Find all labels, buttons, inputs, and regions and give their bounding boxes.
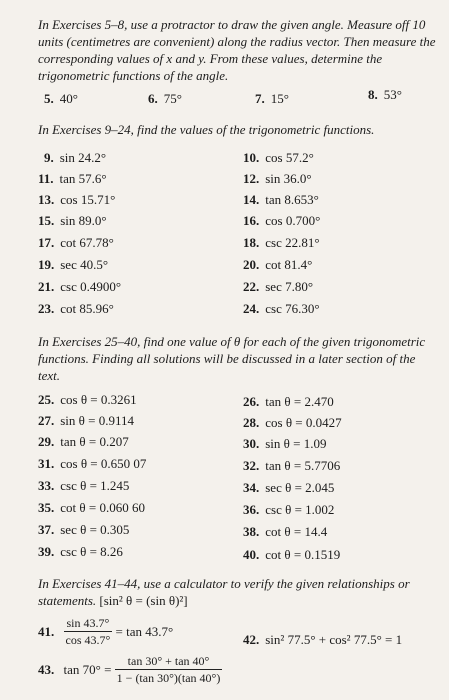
exercise-36: 36. csc θ = 1.002 <box>243 502 335 517</box>
exercise-18: 18. csc 22.81° <box>243 235 320 250</box>
exercise-10: 10. cos 57.2° <box>243 150 314 165</box>
exercise-20: 20. cot 81.4° <box>243 257 313 272</box>
exercise-21: 21. csc 0.4900° <box>38 279 122 294</box>
exercise-43: 43. tan 70° = $\frac{\tan 30^\circ + \tan 40^\circ}{1 - (\tan 30^\circ)(\tan 40^\circ)}$ <box>38 654 221 685</box>
exercise-24: 24. csc 76.30° <box>243 301 320 316</box>
exercise-38: 38. cot θ = 14.4 <box>243 524 328 539</box>
exercise-19: 19. sec 40.5° <box>38 257 109 272</box>
instructions-9-24: In Exercises 9–24, find the values of the trigonometric functions. <box>38 122 375 137</box>
instructions-5-8: In Exercises 5–8, use a protractor to draw the given angle. Measure off 10 units (centimetres are convenient) along the radius vector. Then measure the corresponding values of x and y. From these values, determine the trigonometric functions of the angle. <box>38 17 436 83</box>
exercise-39: 39. csc θ = 8.26 <box>38 544 123 559</box>
exercise-25: 25. cos θ = 0.3261 <box>38 392 137 407</box>
exercise-42: 42. sin² 77.5° + cos² 77.5° = 1 <box>243 632 403 647</box>
exercise-32: 32. tan θ = 5.7706 <box>243 458 341 473</box>
exercise-15: 15. sin 89.0° <box>38 213 107 228</box>
exercise-31: 31. cos θ = 0.650 07 <box>38 456 147 471</box>
exercise-40: 40. cot θ = 0.1519 <box>243 547 341 562</box>
exercise-35: 35. cot θ = 0.060 60 <box>38 500 145 515</box>
exercise-12: 12. sin 36.0° <box>243 171 312 186</box>
exercise-26: 26. tan θ = 2.470 <box>243 394 334 409</box>
exercise-13: 13. cos 15.71° <box>38 192 116 207</box>
exercise-41-fraction: $\frac{\sin 43.7^\circ}{\cos 43.7^\circ}$ <box>65 616 111 647</box>
bracket-note: [sin² θ = (sin θ)²] <box>99 593 188 608</box>
instructions-25-40: In Exercises 25–40, find one value of θ for each of the given trigonometric functions. Finding all solutions will be discussed in a later section of the text. <box>38 334 426 383</box>
exercise-33: 33. csc θ = 1.245 <box>38 478 130 493</box>
exercise-5: 5. 40° <box>44 91 78 106</box>
exercise-11: 11. tan 57.6° <box>38 171 107 186</box>
exercise-23: 23. cot 85.96° <box>38 301 114 316</box>
exercise-34: 34. sec θ = 2.045 <box>243 480 335 495</box>
exercise-37: 37. sec θ = 0.305 <box>38 522 130 537</box>
exercise-28: 28. cos θ = 0.0427 <box>243 415 342 430</box>
exercise-8: 8. 53° <box>368 87 402 102</box>
exercise-7: 7. 15° <box>255 91 289 106</box>
exercise-16: 16. cos 0.700° <box>243 213 321 228</box>
exercise-9: 9. sin 24.2° <box>44 150 107 165</box>
exercise-14: 14. tan 8.653° <box>243 192 319 207</box>
exercise-29: 29. tan θ = 0.207 <box>38 434 129 449</box>
exercise-43-fraction: $\frac{\tan 30^\circ + \tan 40^\circ}{1 - (\tan 30^\circ)(\tan 40^\circ)}$ <box>116 654 221 685</box>
exercise-6: 6. 75° <box>148 91 182 106</box>
exercise-17: 17. cot 67.78° <box>38 235 114 250</box>
instructions-41-44: In Exercises 41–44, use a calculator to verify the given relationships or statements. [sin² θ = (sin θ)²] <box>38 576 410 608</box>
exercise-27: 27. sin θ = 0.9114 <box>38 413 134 428</box>
exercise-30: 30. sin θ = 1.09 <box>243 436 327 451</box>
exercise-41: 41. $\frac{\sin 43.7^\circ}{\cos 43.7^\circ}$ = tan 43.7° <box>38 616 174 647</box>
exercise-22: 22. sec 7.80° <box>243 279 314 294</box>
